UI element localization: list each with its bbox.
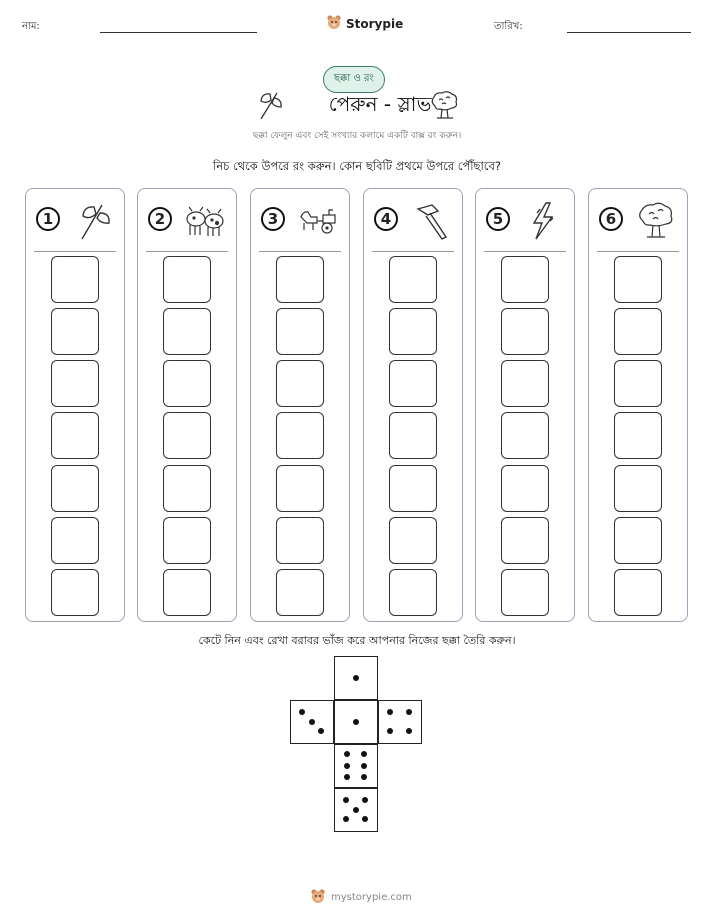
column-5 [475, 188, 575, 622]
color-box[interactable] [389, 465, 437, 512]
color-box[interactable] [501, 360, 549, 407]
color-box[interactable] [389, 569, 437, 616]
color-box[interactable] [276, 256, 324, 303]
date-line [567, 32, 691, 33]
dice-pip [387, 728, 393, 734]
dice-face-4 [378, 700, 422, 744]
cattle-icon [182, 199, 228, 243]
color-box[interactable] [614, 569, 662, 616]
color-box[interactable] [614, 360, 662, 407]
brand-name: Storypie [346, 16, 404, 31]
color-box[interactable] [389, 308, 437, 355]
column-divider [372, 251, 454, 252]
bear-icon [310, 888, 326, 907]
page-title: পেরুন - স্লাভ [328, 92, 432, 116]
footer [310, 888, 412, 907]
dice-face-5 [334, 788, 378, 832]
brand-logo [326, 14, 403, 33]
dice-pip [361, 751, 367, 757]
dice-face-1 [334, 700, 378, 744]
column-1 [25, 188, 125, 622]
horse-cart-icon [295, 199, 341, 243]
dice-pip [362, 797, 368, 803]
bear-icon [326, 14, 342, 33]
dice-pip [309, 719, 315, 725]
dice-face-6 [334, 744, 378, 788]
color-box[interactable] [276, 360, 324, 407]
color-box[interactable] [163, 412, 211, 459]
dice-pip [406, 709, 412, 715]
color-box[interactable] [501, 308, 549, 355]
dice-pip [361, 763, 367, 769]
color-box[interactable] [389, 360, 437, 407]
oak-tree-icon [427, 88, 461, 122]
column-3 [250, 188, 350, 622]
color-box[interactable] [614, 256, 662, 303]
color-box[interactable] [51, 569, 99, 616]
color-box[interactable] [276, 569, 324, 616]
color-box[interactable] [163, 517, 211, 564]
cut-instruction: কেটে নিন এবং রেখা বরাবর ভাঁজ করে আপনার নিজের ছক্কা তৈরি করুন। [198, 634, 516, 647]
color-box[interactable] [51, 360, 99, 407]
color-box[interactable] [276, 308, 324, 355]
color-box[interactable] [276, 412, 324, 459]
color-box[interactable] [614, 517, 662, 564]
column-divider [597, 251, 679, 252]
column-number: 1 [36, 207, 60, 231]
dice-pip [344, 774, 350, 780]
dice-pip [387, 709, 393, 715]
dice-pip [353, 807, 359, 813]
color-box[interactable] [501, 256, 549, 303]
dice-face-3 [290, 700, 334, 744]
color-box[interactable] [51, 256, 99, 303]
lightning-icon [520, 199, 566, 243]
column-number: 6 [599, 207, 623, 231]
dice-pip [353, 719, 359, 725]
subtitle: ছক্কা ফেলুন এবং সেই সংখ্যার কলামে একটি বাক্স রং করুন। [252, 131, 462, 141]
column-6 [588, 188, 688, 622]
dice-pip [343, 816, 349, 822]
color-box[interactable] [501, 465, 549, 512]
color-box[interactable] [163, 465, 211, 512]
dice-pip [362, 816, 368, 822]
color-box[interactable] [163, 256, 211, 303]
column-divider [34, 251, 116, 252]
column-number: 3 [261, 207, 285, 231]
oak-tree-icon [633, 199, 679, 243]
dice-pip [406, 728, 412, 734]
color-box[interactable] [614, 308, 662, 355]
column-divider [484, 251, 566, 252]
color-box[interactable] [501, 517, 549, 564]
dice-pip [344, 763, 350, 769]
color-box[interactable] [51, 308, 99, 355]
color-box[interactable] [163, 569, 211, 616]
instruction-question: নিচ থেকে উপরে রং করুন। কোন ছবিটি প্রথমে উপরে পৌঁছাবে? [213, 159, 501, 173]
color-box[interactable] [389, 517, 437, 564]
category-badge: ছক্কা ও রং [323, 66, 385, 93]
name-label: নাম: [22, 21, 40, 32]
color-box[interactable] [501, 412, 549, 459]
dice-pip [343, 797, 349, 803]
footer-url: mystorypie.com [331, 892, 412, 903]
column-divider [146, 251, 228, 252]
dice-pip [344, 751, 350, 757]
color-box[interactable] [163, 308, 211, 355]
color-box[interactable] [163, 360, 211, 407]
axe-icon [70, 199, 116, 243]
color-box[interactable] [614, 465, 662, 512]
column-2 [137, 188, 237, 622]
color-box[interactable] [389, 412, 437, 459]
color-box[interactable] [51, 465, 99, 512]
dice-face-1 [334, 656, 378, 700]
axe-icon [255, 88, 285, 122]
dice-pip [318, 728, 324, 734]
color-box[interactable] [51, 517, 99, 564]
column-number: 5 [486, 207, 510, 231]
name-line [100, 32, 257, 33]
color-box[interactable] [501, 569, 549, 616]
column-divider [259, 251, 341, 252]
column-number: 4 [374, 207, 398, 231]
dice-pip [353, 675, 359, 681]
color-box[interactable] [389, 256, 437, 303]
color-box[interactable] [614, 412, 662, 459]
column-4 [363, 188, 463, 622]
color-box[interactable] [276, 517, 324, 564]
date-label: তারিখ: [494, 21, 523, 32]
dice-pip [361, 774, 367, 780]
hammer-icon [408, 199, 454, 243]
dice-pip [299, 709, 305, 715]
color-box[interactable] [276, 465, 324, 512]
column-number: 2 [148, 207, 172, 231]
color-box[interactable] [51, 412, 99, 459]
